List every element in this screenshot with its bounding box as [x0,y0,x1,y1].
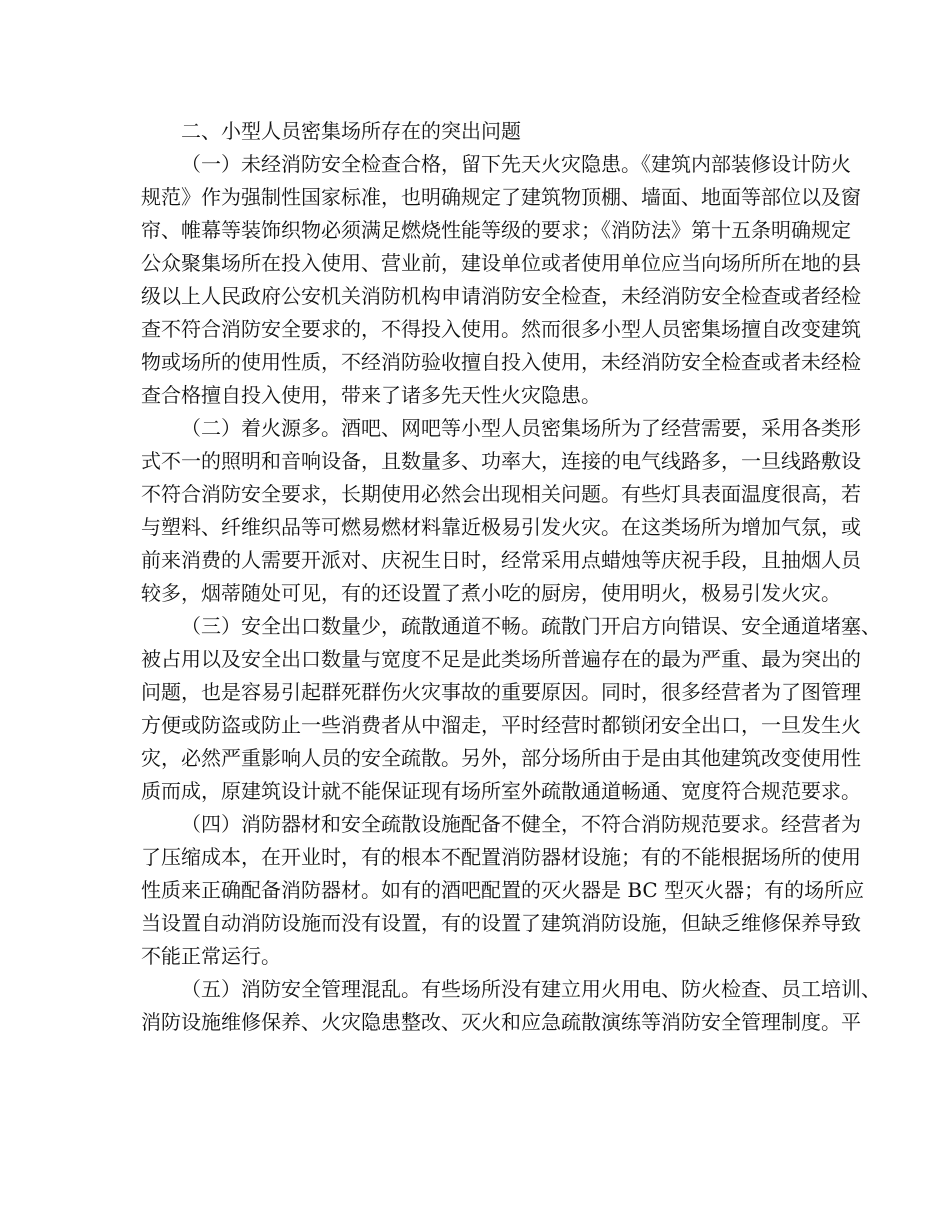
paragraph-line: （一）未经消防安全检查合格，留下先天火灾隐患。《建筑内部装修设计防火 [181,152,851,176]
paragraph-line: 方便或防盗或防止一些消费者从中溜走，平时经营时都锁闭安全出口，一旦发生火 [141,713,861,737]
paragraph-line: 消防设施维修保养、火灾隐患整改、灭火和应急疏散演练等消防安全管理制度。平 [141,1010,861,1034]
paragraph-line: 物或场所的使用性质，不经消防验收擅自投入使用，未经消防安全检查或者未经检 [141,350,861,374]
paragraph-line: 前来消费的人需要开派对、庆祝生日时，经常采用点蜡烛等庆祝手段，且抽烟人员 [141,548,861,572]
paragraph-line: 了压缩成本，在开业时，有的根本不配置消防器材设施；有的不能根据场所的使用 [141,845,861,869]
paragraph-line: 被占用以及安全出口数量与宽度不足是此类场所普遍存在的最为严重、最为突出的 [141,647,861,671]
paragraph-line: 问题，也是容易引起群死群伤火灾事故的重要原因。同时，很多经营者为了图管理 [141,680,861,704]
paragraph [141,973,881,1039]
section-heading: 二、小型人员密集场所存在的突出问题 [181,119,521,143]
paragraph [141,610,881,808]
document-body [141,115,881,1039]
paragraph-line: 不能正常运行。 [141,944,281,968]
paragraph [141,412,861,610]
paragraph [141,148,861,412]
paragraph-line: （四）消防器材和安全疏散设施配备不健全，不符合消防规范要求。经营者为 [181,812,861,836]
paragraph-line: 规范》作为强制性国家标准，也明确规定了建筑物顶棚、墙面、地面等部位以及窗 [141,185,861,209]
paragraph [141,808,865,973]
paragraph-line: 帘、帷幕等装饰织物必须满足燃烧性能等级的要求；《消防法》第十五条明确规定 [141,218,851,242]
paragraph-line: （五）消防安全管理混乱。有些场所没有建立用火用电、防火检查、员工培训、 [181,977,881,1001]
paragraph-line: 公众聚集场所在投入使用、营业前，建设单位或者使用单位应当向场所所在地的县 [141,251,861,275]
paragraph-line: 不符合消防安全要求，长期使用必然会出现相关问题。有些灯具表面温度很高，若 [141,482,861,506]
paragraph-line: 级以上人民政府公安机关消防机构申请消防安全检查，未经消防安全检查或者经检 [141,284,861,308]
paragraph-line: （二）着火源多。酒吧、网吧等小型人员密集场所为了经营需要，采用各类形 [181,416,861,440]
paragraph-line: 性质来正确配备消防器材。如有的酒吧配置的灭火器是 BC 型灭火器；有的场所应 [141,878,865,902]
paragraph-line: 查合格擅自投入使用，带来了诸多先天性火灾隐患。 [141,383,601,407]
paragraph-line: 查不符合消防安全要求的，不得投入使用。然而很多小型人员密集场擅自改变建筑 [141,317,861,341]
paragraph-line: 当设置自动消防设施而没有设置，有的设置了建筑消防设施，但缺乏维修保养导致 [141,911,861,935]
paragraph-line: 灾，必然严重影响人员的安全疏散。另外，部分场所由于是由其他建筑改变使用性 [141,746,861,770]
paragraph-line: 质而成，原建筑设计就不能保证现有场所室外疏散通道畅通、宽度符合规范要求。 [141,779,861,803]
paragraph-line: （三）安全出口数量少，疏散通道不畅。疏散门开启方向错误、安全通道堵塞、 [181,614,881,638]
paragraph-line: 较多，烟蒂随处可见，有的还设置了煮小吃的厨房，使用明火，极易引发火灾。 [141,581,841,605]
paragraph-line: 式不一的照明和音响设备，且数量多、功率大，连接的电气线路多，一旦线路敷设 [141,449,861,473]
paragraph-list [141,148,881,1039]
paragraph-line: 与塑料、纤维织品等可燃易燃材料靠近极易引发火灾。在这类场所为增加气氛，或 [141,515,861,539]
